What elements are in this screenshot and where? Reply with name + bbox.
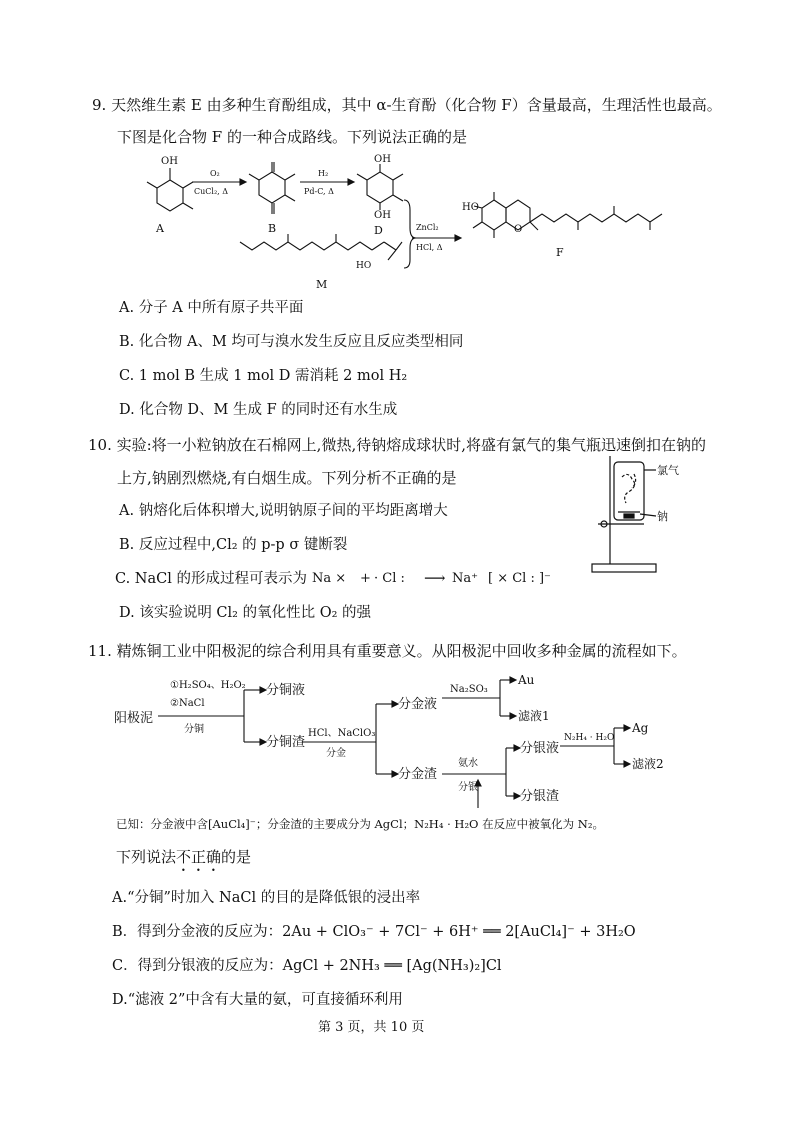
flow-reagent2: HCl、NaClO₃ [308,728,376,739]
compound-d-label: D [374,224,383,237]
q11-option-a: A.“分铜”时加入 NaCl 的目的是降低银的浸出率 [112,890,421,906]
q11-option-d: D.“滤液 2”中含有大量的氨，可直接循环利用 [112,992,403,1008]
step1-reagent-bottom: CuCl₂, Δ [194,187,229,196]
q11-question-pre: 下列说法 [116,848,177,866]
formula-plus: + [360,571,371,586]
step3-reagent-top: ZnCl₂ [416,223,439,232]
q11-option-b: B．得到分金液的反应为：2Au + ClO₃⁻ + 7Cl⁻ + 6H⁺ ══ 2[AuCl₄]⁻ + 3H₂O [112,924,636,940]
q11-stem: 11. 精炼铜工业中阳极泥的综合利用具有重要意义。从阳极泥中回收多种金属的流程如下。 [88,642,687,660]
compound-b-label: B [268,222,277,235]
sodium-label: 钠 [657,510,668,523]
q10-stem-line2: 上方,钠剧烈燃烧,有白烟生成。下列分析不正确的是 [117,469,457,487]
flow-copper-residue: 分铜渣 [266,735,306,750]
step3-reagent-bottom: HCl, Δ [416,243,443,252]
q9-synthesis-route-diagram [130,150,690,295]
flow-gold-liquid: 分金液 [398,697,438,712]
formula-cl-ion: [ × Cl : ]⁻ [488,571,551,586]
flow-step4: 分银 [458,782,478,793]
a-oh-label: OH [161,156,178,167]
q10-option-c: C. NaCl 的形成过程可表示为 [115,571,307,587]
f-ho-label: HO [462,202,479,213]
flow-copper-liquid: 分铜液 [266,683,306,698]
flow-au: Au [518,673,535,687]
q11-note: 已知：分金液中含[AuCl₄]⁻；分金渣的主要成分为 AgCl；N₂H₄ · H₂O 在反应中被氧化为 N₂。 [116,817,604,831]
q11-question-emphasis: 不正确 [176,848,222,866]
compound-m-label: M [316,278,328,291]
q9-stem-line2: 下图是化合物 F 的一种合成路线。下列说法正确的是 [117,128,467,146]
formula-cl: · Cl : [374,571,405,586]
d-oh-top-label: OH [374,154,391,165]
q9-option-c: C. 1 mol B 生成 1 mol D 需消耗 2 mol H₂ [119,368,408,384]
formula-na: Na × [312,571,347,586]
chlorine-label: 氯气 [657,464,679,477]
flow-reagent1b: ②NaCl [170,698,205,709]
q9-option-b: B. 化合物 A、M 均可与溴水发生反应且反应类型相同 [119,334,464,350]
d-oh-bottom-label: OH [374,210,391,221]
step1-reagent-top: O₂ [210,169,220,178]
formula-na-ion: Na⁺ [452,571,478,586]
flow-reagent4: 氨水 [458,758,478,769]
flow-silver-liquid: 分银液 [520,741,560,756]
q11-option-c: C．得到分银液的反应为：AgCl + 2NH₃ ══ [Ag(NH₃)₂]Cl [112,958,502,974]
q11-question-post: 的是 [221,848,252,866]
q10-option-d: D. 该实验说明 Cl₂ 的氧化性比 O₂ 的强 [119,605,372,621]
flow-reagent3: Na₂SO₃ [450,684,488,695]
flow-silver-residue: 分银渣 [520,789,560,804]
flow-filtrate2: 滤液2 [632,757,664,771]
formula-arrow: ⟶ [424,569,446,587]
flow-step2: 分金 [326,748,346,759]
flow-ag: Ag [632,721,649,735]
flow-step1: 分铜 [184,724,204,735]
step2-reagent-bottom: Pd-C, Δ [304,187,334,196]
compound-f-label: F [556,246,564,259]
f-o-label: O [514,224,523,235]
q10-stem-line1: 10. 实验:将一小粒钠放在石棉网上,微热,待钠熔成球状时,将盛有氯气的集气瓶迅速倒扣在钠的 [88,436,706,454]
q11-flow-chart [114,668,714,818]
q11-question [116,848,251,875]
q10-option-a: A. 钠熔化后体积增大,说明钠原子间的平均距离增大 [119,503,448,519]
q9-stem-line1: 9. 天然维生素 E 由多种生育酚组成，其中 α-生育酚（化合物 F）含量最高，生理活性也最高。 [92,96,722,114]
step2-reagent-top: H₂ [318,169,329,178]
q10-apparatus-figure [588,452,698,577]
m-ho-label: HO [356,261,372,271]
q9-option-d: D. 化合物 D、M 生成 F 的同时还有水生成 [119,402,398,418]
flow-start: 阳极泥 [114,711,154,726]
q9-option-a: A. 分子 A 中所有原子共平面 [119,300,304,316]
page-footer: 第 3 页，共 10 页 [318,1020,425,1035]
q10-option-b: B. 反应过程中,Cl₂ 的 p-p σ 键断裂 [119,537,348,553]
flow-reagent5: N₂H₄ · H₂O [564,733,615,743]
flow-reagent1a: ①H₂SO₄、H₂O₂ [170,680,246,691]
compound-a-label: A [156,222,164,235]
flow-gold-residue: 分金渣 [398,767,438,782]
flow-filtrate1: 滤液1 [518,709,550,723]
